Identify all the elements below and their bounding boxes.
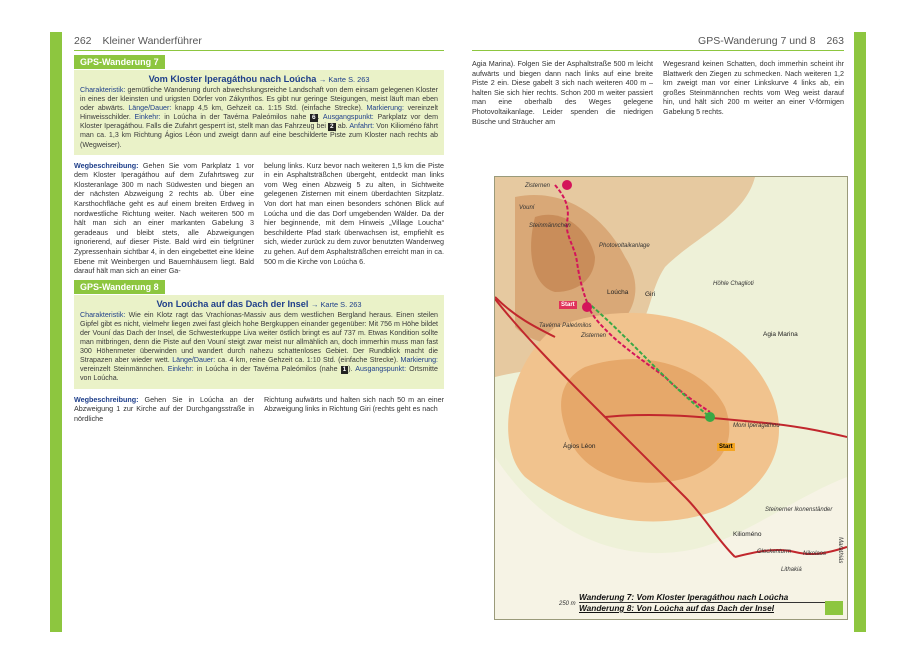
- left-page: [74, 32, 444, 632]
- route8-description: [74, 395, 444, 424]
- route7-tag: GPS-Wanderung 7: [74, 55, 165, 69]
- route7-charakteristik: gemütliche Wanderung durch abwechslungsreiche Landschaft von dem einsam gelegenen Kloster in eines der kleinsten und urigsten Dörfer von Zákynthos. Es gibt nur geringe Steigungen, meist läuft man eben oder abwärts.: [80, 86, 438, 113]
- route7-einkehr-label: Einkehr:: [134, 113, 161, 122]
- map-label: Nikolaos: [803, 551, 827, 557]
- route7-ausgang-end: ab.: [337, 122, 348, 131]
- route-map[interactable]: [494, 176, 848, 620]
- left-running-head: [74, 32, 444, 51]
- map-label: Zisternen: [525, 183, 551, 189]
- route7-ausgang: Parkplatz vor dem Kloster Iperagáthou. Falls die Zufahrt gesperrt ist, stellt man das Fahrzeug bei: [80, 113, 438, 131]
- route8-title-line: [80, 298, 438, 311]
- map-label: Kilioméno: [733, 531, 762, 538]
- map-label: Glockenturm: [757, 549, 792, 555]
- running-title-right: GPS-Wanderung 7 und 8: [698, 35, 816, 47]
- route8-desc-label: Wegbeschreibung:: [74, 394, 139, 404]
- route7-laenge: knapp 4,5 km, Gehzeit ca. 1:15 Std. (einfache Strecke).: [175, 104, 363, 113]
- route8-desc-col1: [74, 395, 254, 424]
- map-label: Steinerner Ikonenständer: [765, 507, 833, 513]
- route7-title: Vom Kloster Iperagáthou nach Loúcha: [148, 74, 317, 84]
- waypoint-badge: 2: [330, 123, 334, 131]
- map-label: Vouní: [519, 205, 535, 211]
- route8-tag: GPS-Wanderung 8: [74, 280, 165, 294]
- page-number-right: 263: [826, 35, 844, 47]
- map-label: Lithakiá: [781, 567, 802, 573]
- route8-title: Von Loúcha auf das Dach der Insel: [156, 298, 309, 309]
- route7-anfahrt-label: Anfahrt:: [349, 122, 375, 131]
- right-text-columns: [472, 59, 844, 126]
- running-title-left: Kleiner Wanderführer: [102, 35, 202, 47]
- map-terrain: [495, 177, 847, 619]
- map-caption: [579, 592, 841, 613]
- route8-einkehr-end: ).: [348, 365, 353, 374]
- route7-info-box: Vom Kloster Iperagáthou nach Loúcha → Karte S. 263 Charakteristik: gemütliche Wanderung durch abwechslungsreiche Landschaft von dem einsam gelegenen Kloster in eines der kleinsten und urigsten Dörfer von Zákynthos. Es gibt nur geringe Steigungen, meist läuft man eben oder abwärts. Länge/Dauer: knapp 4,5 km, Gehzeit ca. 1:15 Std. (einfache Strecke). Markierung: vereinzelt Hinweisschilder. Einkehr: in Loúcha in der Tavérna Paleómilos nahe 6 . Ausgangspunkt: Parkplatz vor dem Kloster Iperagáthou. Falls die Zufahrt gesperrt ist, stellt man das Fahrzeug bei 2 ab. Anfahrt: Von Kilioméno fährt man ca. 1,3 km Richtung Ágios Léon und zweigt dann auf eine beschilderte Piste zum Kloster nach rechts ab (Wegweiser).: [74, 70, 444, 155]
- route7-charakteristik-label: Charakteristik:: [80, 86, 126, 94]
- route8-charakteristik-label: Charakteristik:: [80, 310, 126, 319]
- route7-title-line: [80, 73, 438, 86]
- map-label: Photovoltaikanlage: [599, 243, 650, 249]
- route8-desc-text1: Gehen Sie in Loúcha an der Abzweigung 1 zur Kirche auf der Durchgangsstraße in nördliche: [74, 394, 254, 423]
- scale-label: 250 m: [559, 601, 576, 607]
- map-label: Zisternen: [581, 333, 607, 339]
- route8-ausgang: Ortsmitte von Loúcha.: [80, 365, 438, 383]
- map-label: Steinmännchen: [529, 223, 571, 229]
- route8-markierung: vereinzelt Steinmännchen.: [80, 365, 165, 374]
- route7-desc-text2: belung links. Kurz bevor nach weiteren 1,5 km die Piste in ein Asphaltsträßchen übergeht, entdeckt man links vom Weg einen Abzweig 5 zu alten, in Sichtweite gelegenen Zisternen mit einem überdachten Sitzplatz. Von dort hat man einen besonders schönen Blick auf Loúcha und die das Dorf umgebenden Wälder. Da der hier beginnende, mit dem Hinweis „Village Loucha“ beschilderte Pfad stark überwachsen ist, empfiehlt es sich, wieder zurück zu dem zuvor benutzten Wanderweg zu gehen. Auf dem Asphaltsträßchen erreicht man in ca. 500 m die Kirche von Loúcha 6.: [264, 160, 444, 266]
- map-label: Höhle Chaglioti: [713, 281, 754, 287]
- map-label: Tavérna Paleómilos: [539, 323, 592, 329]
- route8-einkehr-label: Einkehr:: [167, 365, 194, 374]
- route8-info-box: [74, 295, 444, 389]
- map-label: Agia Marina: [763, 331, 798, 338]
- route7-desc-text1: Gehen Sie vom Parkplatz 1 vor dem Kloster Iperagáthou auf dem Zufahrtsweg zur Klosteranlage 300 m nach Südwesten und biegen an der nächsten Abzweigung 2 rechts ab. Über eine Karsthochfläche geht es auf einem breiten Erdweg in nordwestliche Richtung weiter. Nach weiteren 500 m hält man sich an einer markanten Gabelung 3 geradeaus und bleibt stets, alle Abzweigungen ignorierend, auf dieser Piste. Bald wird ein tiefgrüner Zypressenhain sichtbar 4, in den eingebettet eine kleine Ebene mit Weinbergen und Bauernhäusern liegt. Bald darauf hält man sich an einer Ga-: [74, 160, 254, 276]
- map-caption-line2: Wanderung 8: Von Loúcha auf das Dach der Insel: [579, 603, 775, 613]
- route7-ausgang-label: Ausgangspunkt:: [322, 113, 374, 122]
- route7-desc-col1: [74, 161, 254, 276]
- route8-map-ref[interactable]: → Karte S. 263: [311, 299, 362, 309]
- route8-charakteristik: Wie ein Klotz ragt das Vrachíonas-Massiv aus dem westlichen Bergland heraus. Einen steilen Gipfel gibt es nicht, vielmehr liegen zwei fast gleich hohe Bergkuppen einander gegenüber: Mit 756 m Höhe bildet der Vouní das Dach der Insel, die Schwesterkuppe Liva weiter östlich bringt es auf 737 m. Etwas Kondition sollte man mitbringen, denn die Piste auf den Vouní steigt zwar meist nur allmählich an, doch immerhin muss man fast 300 Höhenmeter überwinden und wandert durch nahezu schattenloses Gebiet. Der Rundblick macht die Strapazen aber wieder wett.: [80, 310, 438, 365]
- route8-markierung-label: Markierung:: [400, 356, 439, 365]
- page-number-left: 262: [74, 35, 92, 47]
- route7-desc-col2: [264, 161, 444, 276]
- route7-map-ref[interactable]: → Karte S. 263: [318, 75, 370, 84]
- right-running-head: [472, 32, 844, 51]
- route8-ausgang-label: Ausgangspunkt:: [355, 365, 407, 374]
- route7-markierung-label: Markierung:: [366, 104, 404, 113]
- start-marker-route8: Start: [561, 302, 575, 308]
- route7-description: [74, 161, 444, 276]
- right-col2: Wegesrand keinen Schatten, doch immerhin scheint ihr Blattwerk den Ziegen zu schmecken. Nach weiteren 1,2 km zweigt man vor einer Linkskurve 4 links ab, ein großes Steinmännchen rechts vom Weg weist darauf hin, und hält sich 200 m weiter an einer V-förmigen Gabelung 5 rechts.: [663, 59, 844, 116]
- map-caption-line1: Wanderung 7: Vom Kloster Iperagáthou nach Loúcha: [579, 592, 841, 603]
- waypoint-badge: 6: [312, 114, 316, 122]
- map-side-label: Marathiás: [837, 537, 843, 564]
- right-col1: Agia Marina). Folgen Sie der Asphaltstraße 500 m leicht aufwärts und biegen dann nach links auf eine breite Piste 2 ein. Diese gabelt 3 sich nach weiteren 400 m – halten Sie sich hier rechts. Schon 200 m weiter passiert man eine oberhalb des Weges gelegene Photovoltaikanlage. Leider spenden die niedrigen Büsche und Sträucher am: [472, 59, 653, 126]
- route8-desc-col2: [264, 395, 444, 424]
- route7-markierung: vereinzelt Hinweisschilder.: [80, 104, 438, 122]
- route7-einkehr: in Loúcha in der Tavérna Paleómilos nahe: [164, 113, 307, 122]
- route8-desc-text2: Richtung aufwärts und halten sich nach 50 m an einer Abzweigung links in Richtung Giri (rechts geht es nach: [264, 394, 444, 414]
- left-edge-bar: [50, 32, 62, 632]
- route8-einkehr: in Loúcha in der Tavérna Paleómilos (nahe: [196, 365, 338, 374]
- map-label: Loúcha: [607, 289, 629, 296]
- map-label: Moni Iperagáthou: [733, 423, 780, 429]
- route7-laenge-label: Länge/Dauer:: [128, 104, 172, 113]
- map-label: Ágios Léon: [563, 443, 596, 450]
- right-edge-bar: [854, 32, 866, 632]
- route8-laenge: ca. 4 km, reine Gehzeit ca. 1:10 Std. (einfache Strecke).: [217, 356, 399, 365]
- start-marker-route7: Start: [719, 444, 733, 450]
- publisher-logo-icon: [825, 601, 843, 615]
- route8-laenge-label: Länge/Dauer:: [172, 356, 216, 365]
- map-label: Giri: [645, 291, 656, 298]
- route7-desc-label: Wegbeschreibung:: [74, 160, 139, 170]
- route7-anfahrt: Von Kilioméno fährt man ca. 1,3 km Richtung Ágios Léon und zweigt dann auf eine beschilderte Piste zum Kloster nach rechts ab (Wegweiser).: [80, 122, 438, 149]
- waypoint-badge: 1: [342, 366, 347, 374]
